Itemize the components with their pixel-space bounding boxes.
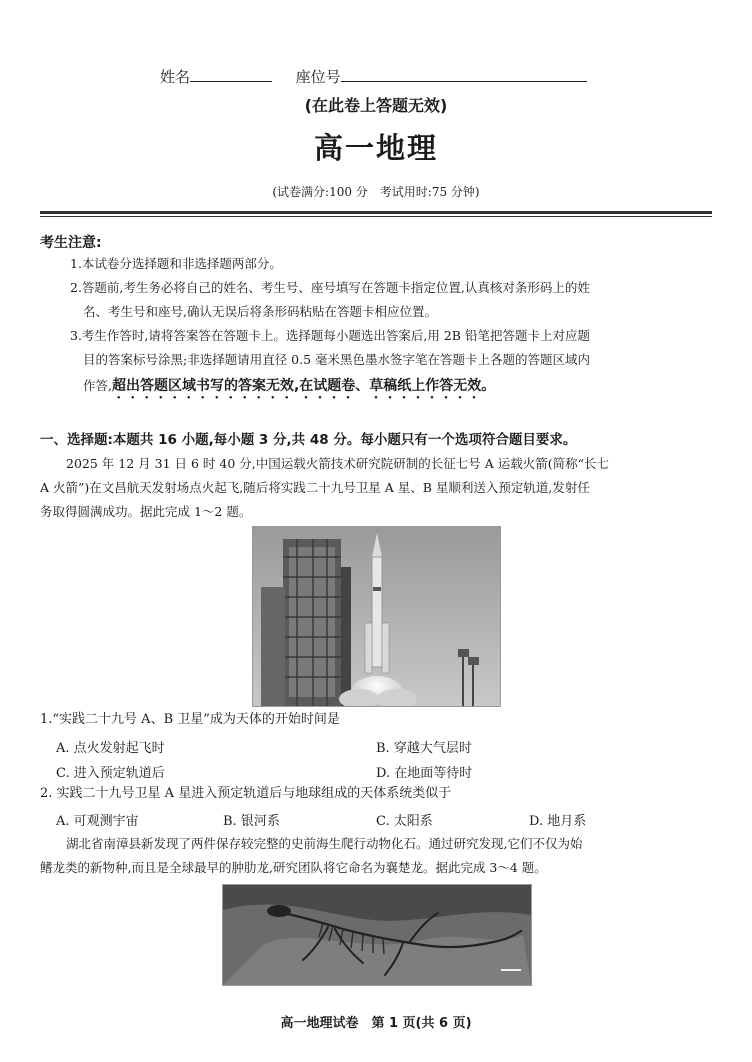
rocket-launch-photo — [252, 526, 501, 707]
notice-heading: 考生注意: — [40, 235, 102, 251]
notice-warning-bold: 超出答题区域书写的答案无效,在试题卷、草稿纸上作答无效。 — [111, 378, 496, 394]
notice-item-3-line-2: 目的答案标号涂黑;非选择题请用直径 0.5 毫米黑色墨水签字笔在答题卡上各题的答题区域内 — [83, 352, 591, 367]
invalid-note: (在此卷上答题无效) — [304, 96, 448, 115]
header-rule-thin — [40, 216, 712, 217]
notice-item-2-line-2: 名、考生号和座号,确认无误后将条形码粘贴在答题卡相应位置。 — [83, 304, 437, 319]
question-2-option-c[interactable]: C. 太阳系 — [376, 814, 433, 829]
header-rule-thick — [40, 211, 712, 214]
question-2-option-b[interactable]: B. 银河系 — [223, 814, 280, 829]
passage-1 — [40, 452, 720, 524]
passage-1-line-2: A 火箭”)在文昌航天发射场点火起飞,随后将实践二十九号卫星 A 星、B 星顺利送入预定轨道,发射任 — [40, 480, 590, 495]
paper-title: 高一地理 — [313, 131, 438, 165]
question-1-option-d[interactable]: D. 在地面等待时 — [376, 766, 473, 781]
passage-1-line-1: 2025 年 12 月 31 日 6 时 40 分,中国运载火箭技术研究院研制的长征七号 A 运载火箭(简称“长七 — [66, 456, 609, 471]
paper-meta: (试卷满分:100 分 考试用时:75 分钟) — [272, 185, 480, 199]
notice-item-1: 1.本试卷分选择题和非选择题两部分。 — [70, 256, 282, 271]
notice-item-3-line-3 — [70, 372, 712, 402]
candidate-info-line — [160, 66, 587, 87]
question-1-stem: 1.“实践二十九号 A、B 卫星”成为天体的开始时间是 — [40, 712, 340, 727]
seat-label: 座位号 — [295, 68, 341, 86]
question-1-option-b[interactable]: B. 穿越大气层时 — [376, 741, 472, 756]
notice-item-3-prefix: 作答, — [83, 378, 112, 393]
page-footer: 高一地理试卷 第 1 页(共 6 页) — [280, 1016, 472, 1031]
fossil-photo — [222, 884, 532, 986]
passage-2 — [40, 832, 720, 880]
passage-1-line-3: 务取得圆满成功。据此完成 1～2 题。 — [40, 504, 252, 519]
question-1-option-c[interactable]: C. 进入预定轨道后 — [56, 766, 165, 781]
notice-item-3-line-1: 3.考生作答时,请将答案答在答题卡上。选择题每小题选出答案后,用 2B 铅笔把答题卡上对应题 — [70, 328, 590, 343]
question-2-option-a[interactable]: A. 可观测宇宙 — [56, 814, 139, 829]
notice-item-3 — [70, 324, 712, 402]
name-label: 姓名 — [160, 68, 191, 86]
notice-item-2-line-1: 2.答题前,考生务必将自己的姓名、考生号、座号填写在答题卡指定位置,认真核对条形码上的姓 — [70, 280, 590, 295]
notice-item-2 — [70, 276, 712, 324]
seat-blank[interactable] — [341, 67, 587, 82]
question-2-option-d[interactable]: D. 地月系 — [529, 814, 587, 829]
passage-2-line-2: 鳍龙类的新物种,而且是全球最早的肿肋龙,研究团队将它命名为襄楚龙。据此完成 3～4 题。 — [40, 860, 547, 875]
fossil-illustration — [223, 885, 531, 985]
question-2-stem: 2. 实践二十九号卫星 A 星进入预定轨道后与地球组成的天体系统类似于 — [40, 786, 452, 801]
passage-2-line-1: 湖北省南漳县新发现了两件保存较完整的史前海生爬行动物化石。通过研究发现,它们不仅为始 — [66, 836, 583, 851]
question-1-option-a[interactable]: A. 点火发射起飞时 — [56, 741, 165, 756]
section-1-heading: 一、选择题:本题共 16 小题,每小题 3 分,共 48 分。每小题只有一个选项符合题目要求。 — [40, 432, 577, 448]
name-blank[interactable] — [190, 67, 272, 82]
rocket-launch-illustration — [253, 527, 500, 706]
